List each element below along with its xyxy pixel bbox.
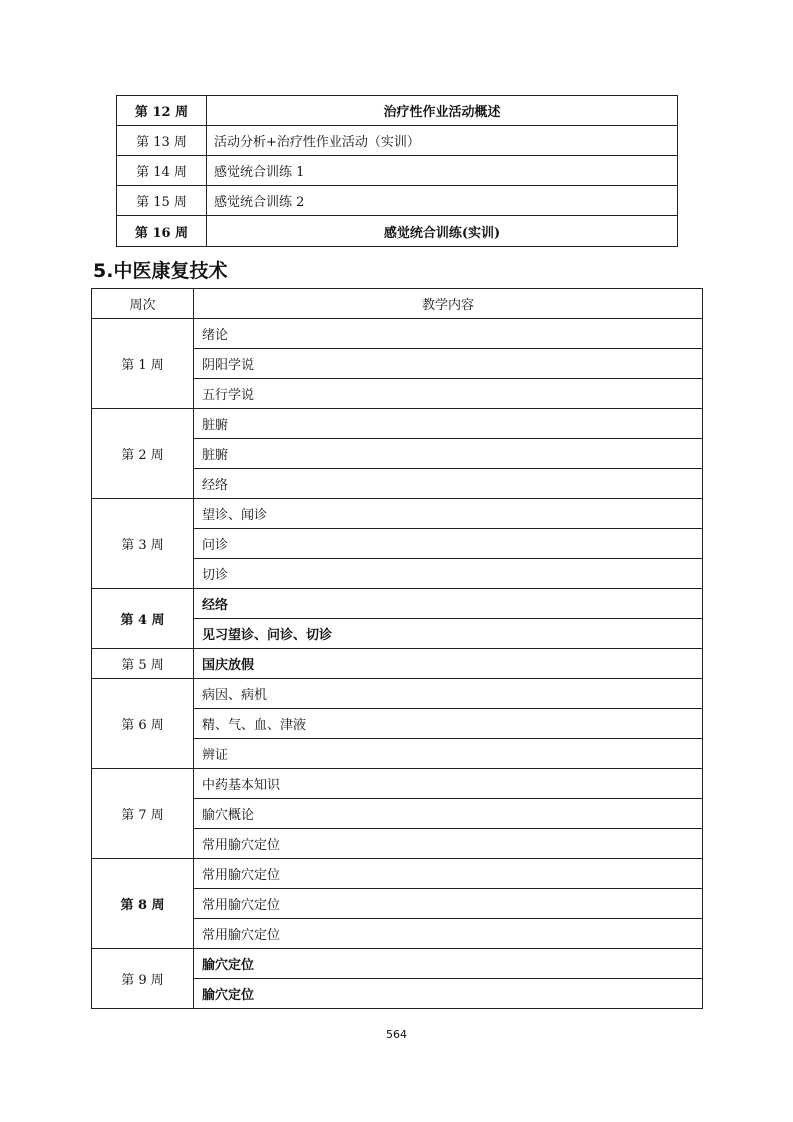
content-cell: 脏腑 — [194, 409, 703, 439]
week-cell: 第 4 周 — [92, 589, 194, 649]
table-row — [117, 126, 678, 156]
content-cell: 国庆放假 — [194, 649, 703, 679]
content-cell: 切诊 — [194, 559, 703, 589]
week-cell: 第 6 周 — [92, 679, 194, 769]
week-cell: 第 13 周 — [117, 126, 207, 156]
week-cell: 第 15 周 — [117, 186, 207, 216]
table-row — [92, 949, 703, 979]
content-cell: 感觉统合训练(实训) — [207, 216, 678, 247]
content-cell: 经络 — [194, 469, 703, 499]
section-title: 5.中医康复技术 — [93, 260, 228, 282]
content-cell: 感觉统合训练 2 — [207, 186, 678, 216]
table-header-row — [92, 289, 703, 319]
tcm-rehab-schedule-table — [91, 288, 703, 1009]
content-cell: 腧穴定位 — [194, 979, 703, 1009]
content-cell: 治疗性作业活动概述 — [207, 96, 678, 126]
content-cell: 腧穴概论 — [194, 799, 703, 829]
table-row — [92, 649, 703, 679]
table-row — [92, 319, 703, 349]
table-row — [92, 499, 703, 529]
content-cell: 病因、病机 — [194, 679, 703, 709]
content-cell: 问诊 — [194, 529, 703, 559]
content-cell: 感觉统合训练 1 — [207, 156, 678, 186]
content-cell: 绪论 — [194, 319, 703, 349]
week-cell: 第 16 周 — [117, 216, 207, 247]
week-cell: 第 14 周 — [117, 156, 207, 186]
week-cell: 第 5 周 — [92, 649, 194, 679]
content-cell: 望诊、闻诊 — [194, 499, 703, 529]
content-cell: 活动分析+治疗性作业活动（实训） — [207, 126, 678, 156]
week-cell: 第 1 周 — [92, 319, 194, 409]
week-cell: 第 8 周 — [92, 859, 194, 949]
table-row — [117, 216, 678, 247]
content-cell: 腧穴定位 — [194, 949, 703, 979]
table-row — [117, 186, 678, 216]
table-row — [92, 859, 703, 889]
content-cell: 脏腑 — [194, 439, 703, 469]
content-cell: 中药基本知识 — [194, 769, 703, 799]
content-cell: 经络 — [194, 589, 703, 619]
content-cell: 五行学说 — [194, 379, 703, 409]
week-cell: 第 2 周 — [92, 409, 194, 499]
week-cell: 第 3 周 — [92, 499, 194, 589]
table-row — [92, 679, 703, 709]
table-row — [92, 409, 703, 439]
table-row — [92, 589, 703, 619]
week-cell: 第 12 周 — [117, 96, 207, 126]
content-cell: 阴阳学说 — [194, 349, 703, 379]
content-cell: 常用腧穴定位 — [194, 919, 703, 949]
content-cell: 常用腧穴定位 — [194, 829, 703, 859]
column-header-week: 周次 — [92, 289, 194, 319]
table-row — [117, 156, 678, 186]
table-row — [117, 96, 678, 126]
column-header-content: 教学内容 — [194, 289, 703, 319]
content-cell: 常用腧穴定位 — [194, 859, 703, 889]
content-cell: 精、气、血、津液 — [194, 709, 703, 739]
content-cell: 辨证 — [194, 739, 703, 769]
week-cell: 第 9 周 — [92, 949, 194, 1009]
week-cell: 第 7 周 — [92, 769, 194, 859]
content-cell: 见习望诊、问诊、切诊 — [194, 619, 703, 649]
content-cell: 常用腧穴定位 — [194, 889, 703, 919]
page-number: 564 — [386, 1028, 407, 1041]
table-row — [92, 769, 703, 799]
teaching-schedule-table-continued — [116, 95, 678, 247]
